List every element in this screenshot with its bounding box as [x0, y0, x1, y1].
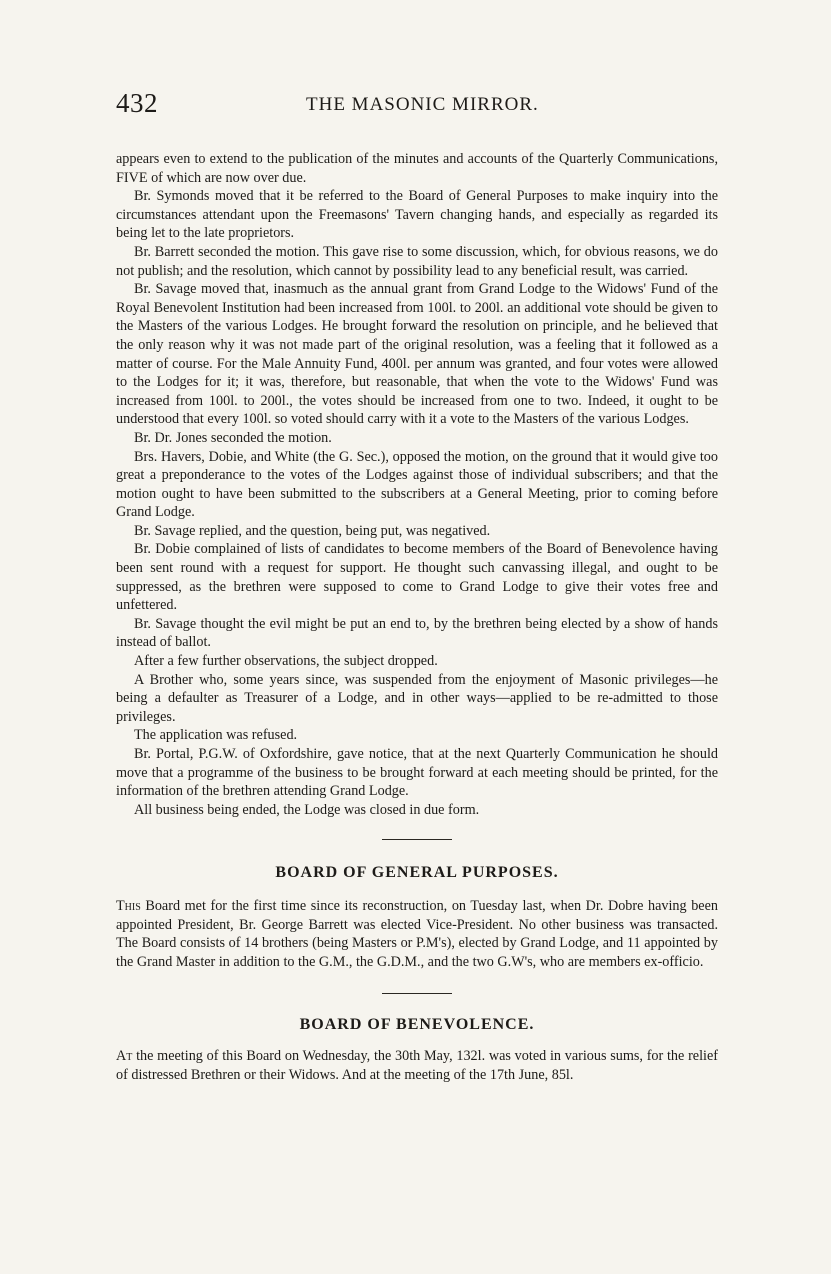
- paragraph: Br. Dobie complained of lists of candidates to become members of the Board of Benevolence having been sent round with a request for support. He thought such canvassing illegal, and ought to be suppressed, as the brethren were supposed to come to Grand Lodge to give their votes free and unfettered.: [116, 541, 718, 614]
- paragraph: Br. Barrett seconded the motion. This gave rise to some discussion, which, for obvious reasons, we do not publish; and the resolution, which cannot by possibility lead to any beneficial result, was carried.: [116, 243, 718, 279]
- paragraph: Br. Savage moved that, inasmuch as the annual grant from Grand Lodge to the Widows' Fund of the Royal Benevolent Institution had been increased from 100l. to 200l. an additional vote should be given to the Masters of the various Lodges. He brought forward the resolution on principle, and he believed that the only reason why it was not made part of the original resolution, was a feeling that it followed as a matter of course. For the Male Annuity Fund, 400l. per annum was granted, and four votes were allowed to the Lodges for it; it was, therefore, but reasonable, that when the vote to the Widows' Fund was increased from 100l. to 200l., the votes should be increased from one to two. Indeed, it ought to be understood that every 100l. so voted should carry with it a vote to the Masters of the various Lodges.: [116, 281, 718, 428]
- paragraph-text: Board met for the first time since its reconstruction, on Tuesday last, when Dr. Dobre having been appointed President, Br. George Barrett was elected Vice-President. No other business was transacted. The Board consists of 14 brothers (being Masters or P.M's), elected by Grand Lodge, and 11 appointed by the Grand Master in addition to the G.M., the G.D.M., and the two G.W's, who are members ex-officio.: [116, 897, 718, 970]
- paragraph-text: the meeting of this Board on Wednesday, the 30th May, 132l. was voted in various sums, for the relief of distressed Brethren or their Widows. And at the meeting of the 17th June, 85l.: [116, 1047, 718, 1083]
- paragraph: Br. Savage replied, and the question, being put, was negatived.: [134, 522, 491, 539]
- section-heading-general-purposes: BOARD OF GENERAL PURPOSES.: [275, 864, 559, 882]
- paragraph: After a few further observations, the subject dropped.: [134, 653, 438, 670]
- paragraph: appears even to extend to the publication of the minutes and accounts of the Quarterly Communications, FIVE of which are now over due.: [116, 151, 718, 186]
- paragraph: The application was refused.: [134, 727, 298, 744]
- proceedings-paragraphs: [116, 150, 718, 819]
- paragraph: Br. Portal, P.G.W. of Oxfordshire, gave notice, that at the next Quarterly Communication he should move that a programme of the business to be brought forward at each meeting should be printed, for the information of the brethren attending Grand Lodge.: [116, 746, 718, 800]
- paragraph: A Brother who, some years since, was suspended from the enjoyment of Masonic privileges—he being a defaulter as Treasurer of a Lodge, and in other ways—applied to be re-admitted to those privileges.: [116, 671, 718, 725]
- running-title: THE MASONIC MIRROR.: [306, 94, 539, 115]
- paragraph: Br. Symonds moved that it be referred to the Board of General Purposes to make inquiry into the circumstances attendant upon the Freemasons' Tavern changing hands, and especially as regarded its being let to the late proprietors.: [116, 188, 718, 242]
- article-body: [116, 150, 718, 1084]
- paragraph: Br. Dr. Jones seconded the motion.: [134, 429, 332, 446]
- paragraph: Br. Savage thought the evil might be put an end to, by the brethren being elected by a show of hands instead of ballot.: [116, 615, 718, 651]
- section-divider: [382, 839, 452, 840]
- general-purposes-paragraph: [116, 897, 718, 971]
- page-header: [116, 88, 726, 128]
- page-number: 432: [116, 88, 158, 118]
- benevolence-paragraph: [116, 1047, 718, 1084]
- lead-word: At: [116, 1047, 133, 1064]
- lead-word: This: [116, 897, 141, 914]
- section-heading-benevolence: BOARD OF BENEVOLENCE.: [299, 1016, 535, 1034]
- paragraph: All business being ended, the Lodge was closed in due form.: [134, 801, 480, 818]
- section-divider: [382, 993, 452, 994]
- paragraph: Brs. Havers, Dobie, and White (the G. Sec.), opposed the motion, on the ground that it would give too great a preponderance to the votes of the Lodges against those of individual subscribers; and that the motion ought to have been submitted to the subscribers at a General Meeting, prior to coming before Grand Lodge.: [116, 448, 718, 521]
